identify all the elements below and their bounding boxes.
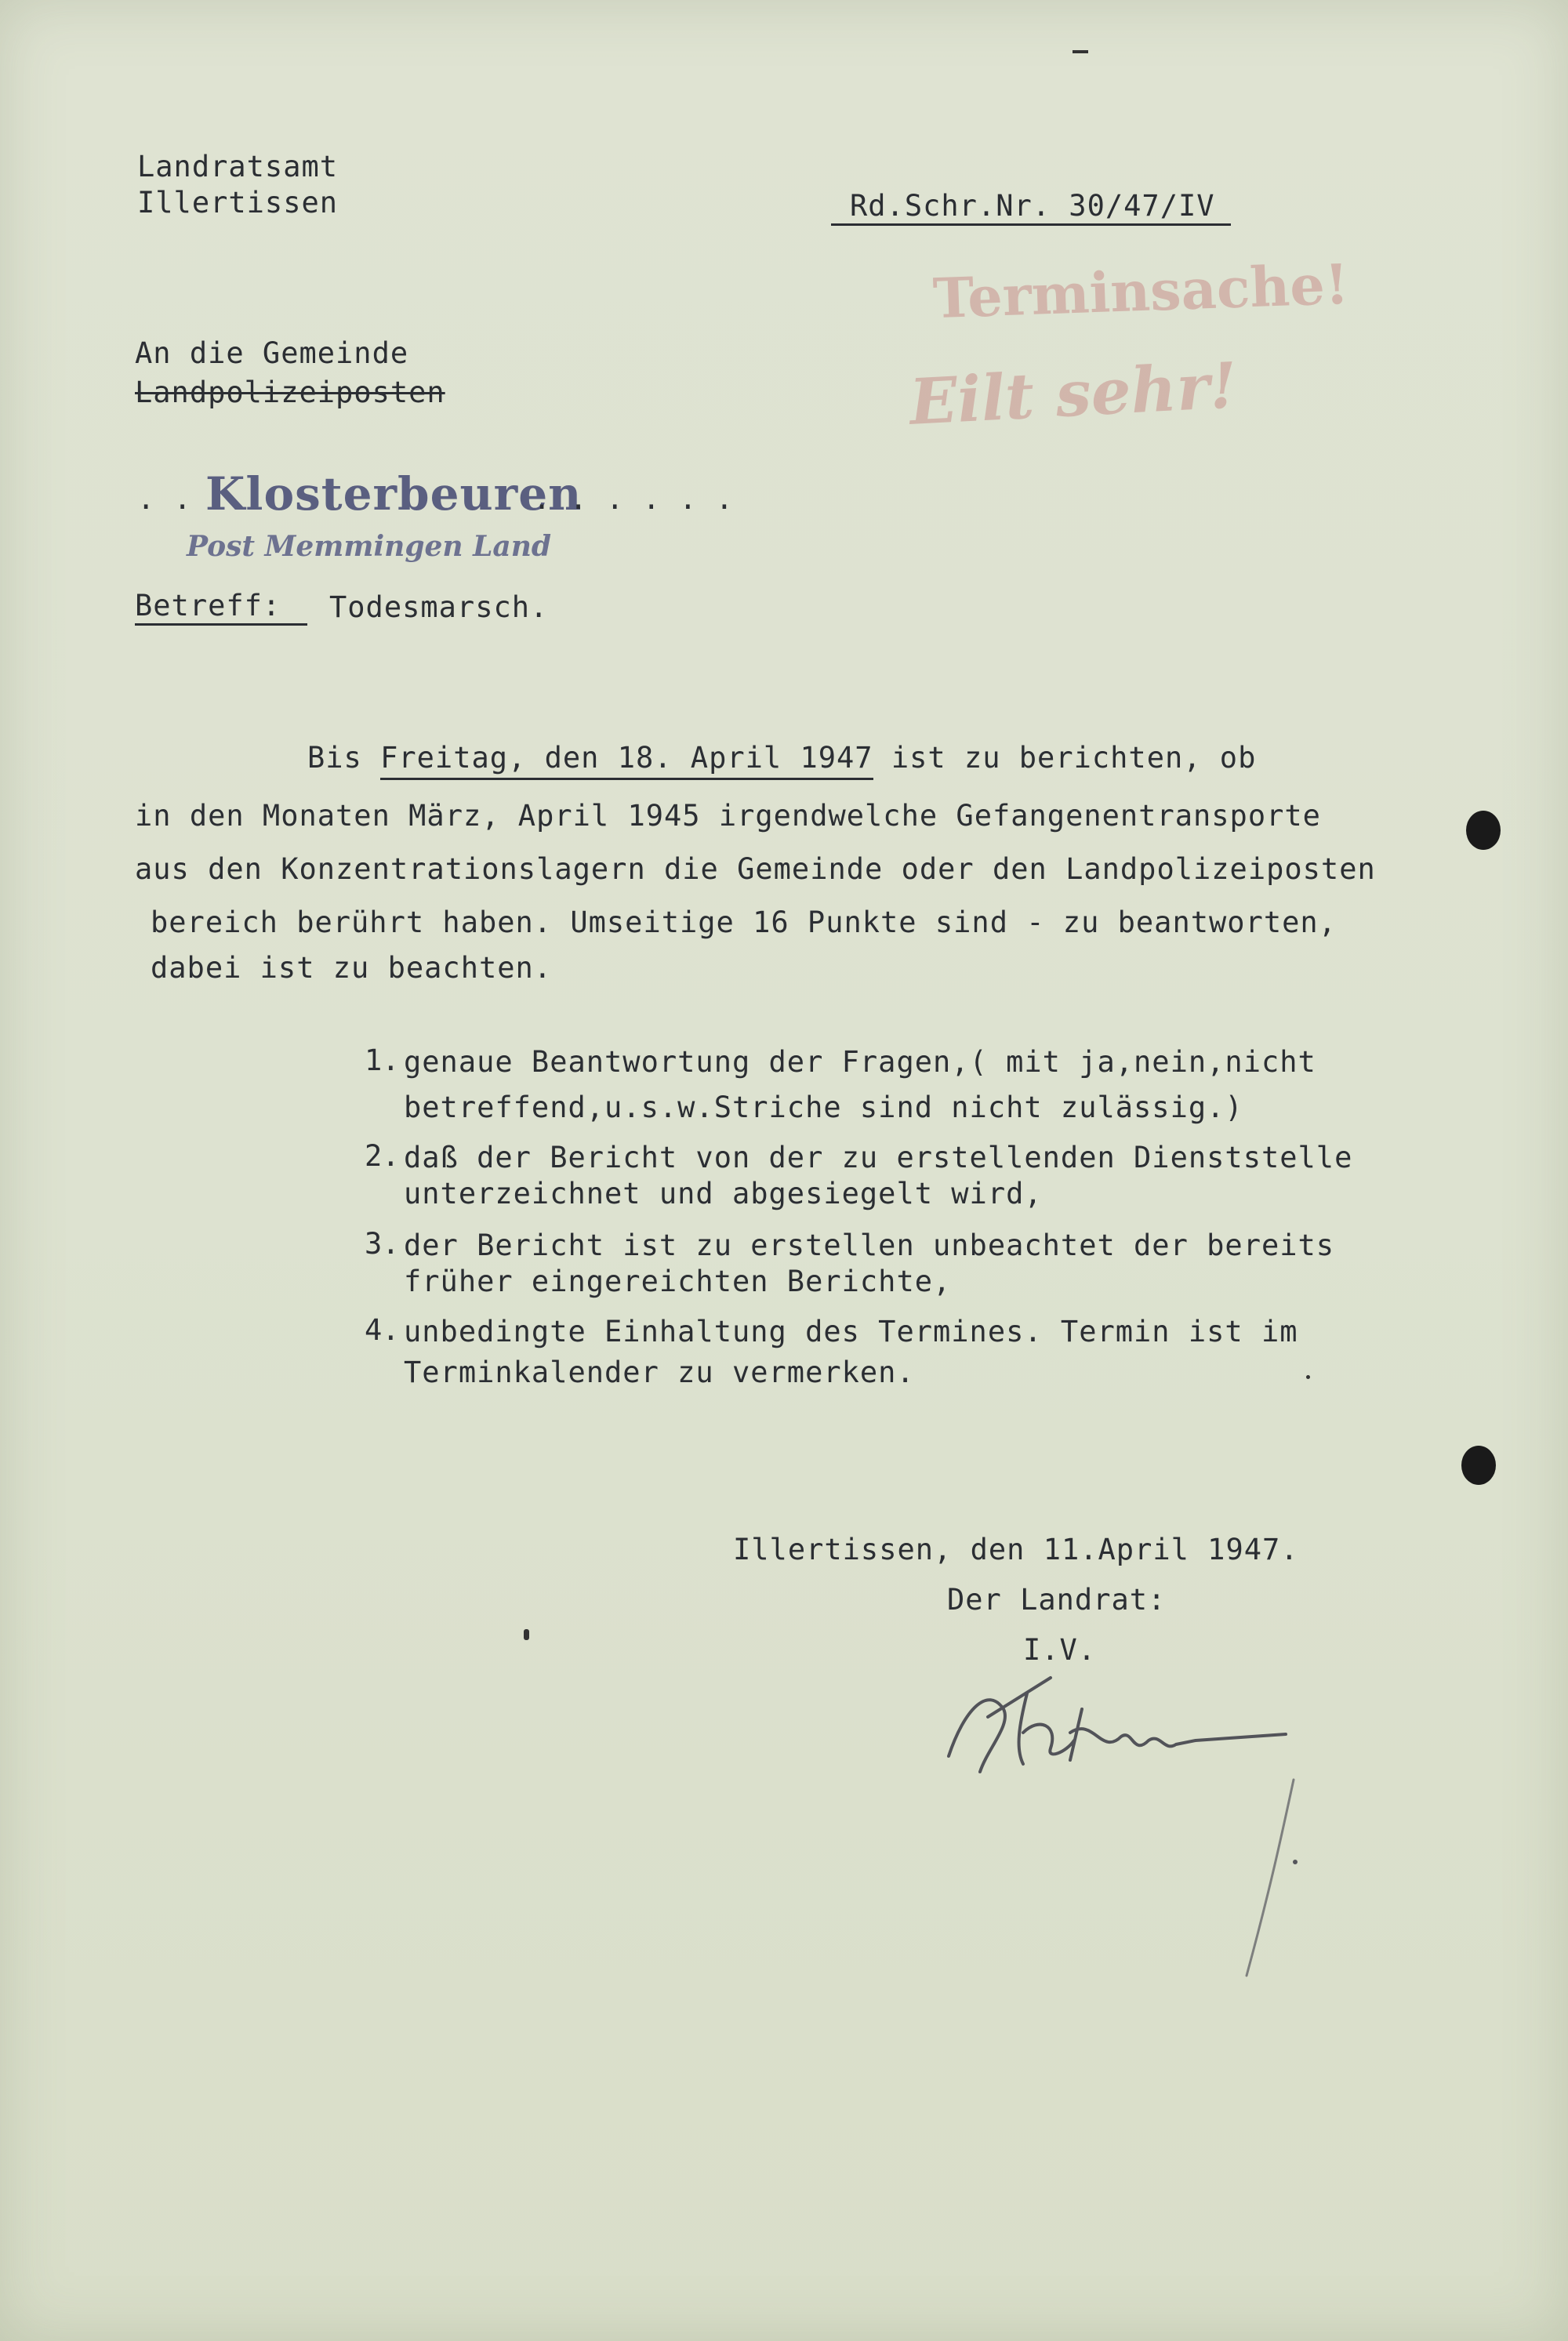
item-1-line-2: betreffend,u.s.w.Striche sind nicht zulässig.) [404,1091,1243,1124]
body-line-2: in den Monaten März, April 1945 irgendwelche Gefangenentransporte [135,799,1321,833]
body-line-4: bereich berührt haben. Umseitige 16 Punkte sind - zu beantworten, [151,906,1337,939]
item-2-line-2: unterzeichnet und abgesiegelt wird, [404,1177,1043,1210]
stray-mark [1306,1375,1310,1379]
item-3-line-1: der Bericht ist zu erstellen unbeachtet der bereits [404,1229,1335,1262]
body-line-3: aus den Konzentrationslagern die Gemeinde oder den Landpolizeiposten [135,852,1376,886]
item-3-number: 3. [365,1227,400,1261]
stamp-post-memmingen: Post Memmingen Land [187,530,552,563]
item-3-line-2: früher eingereichten Berichte, [404,1265,952,1298]
stray-mark [1073,50,1088,53]
signature [933,1662,1372,1991]
body-line-5: dabei ist zu beachten. [151,951,553,985]
stamp-eilt-sehr: Eilt sehr! [907,348,1240,439]
reference-number: Rd.Schr.Nr. 30/47/IV [831,191,1231,226]
punch-hole-top [1466,811,1501,850]
stamp-klosterbeuren: Klosterbeuren [205,467,583,521]
item-2-number: 2. [365,1139,400,1173]
recipient-line-2: Landpolizeiposten [135,376,445,409]
closing-iv: I.V. [1023,1633,1097,1667]
subject-text: Todesmarsch. [329,590,549,624]
sender-line-2: Illertissen [137,186,339,220]
body-line-1-start: Bis [307,741,381,775]
stamp-terminsache: Terminsache! [931,251,1350,332]
body-line-1-end: ist zu berichten, ob [873,741,1257,775]
punch-hole-bottom [1461,1446,1496,1485]
item-2-line-1: daß der Bericht von der zu erstellenden Dienststelle [404,1141,1353,1174]
subject-label: Betreff: [135,591,307,626]
recipient-line-1: An die Gemeinde [135,336,409,370]
body-deadline: Freitag, den 18. April 1947 [380,741,873,780]
closing-title: Der Landrat: [947,1583,1167,1617]
item-4-line-1: unbedingte Einhaltung des Termines. Termin ist im [404,1315,1298,1348]
stray-mark [524,1629,529,1640]
sender-line-1: Landratsamt [137,150,339,183]
item-4-number: 4. [365,1313,400,1347]
recipient-dots-right: . . . . . . [533,482,735,516]
item-4-line-2: Terminkalender zu vermerken. [404,1356,915,1389]
recipient-dots-left: . . [137,482,192,516]
item-1-number: 1. [365,1043,400,1077]
body-line-1 [307,741,1257,775]
item-1-line-1: genaue Beantwortung der Fragen,( mit ja,nein,nicht [404,1045,1316,1079]
closing-place-date: Illertissen, den 11.April 1947. [733,1533,1299,1566]
